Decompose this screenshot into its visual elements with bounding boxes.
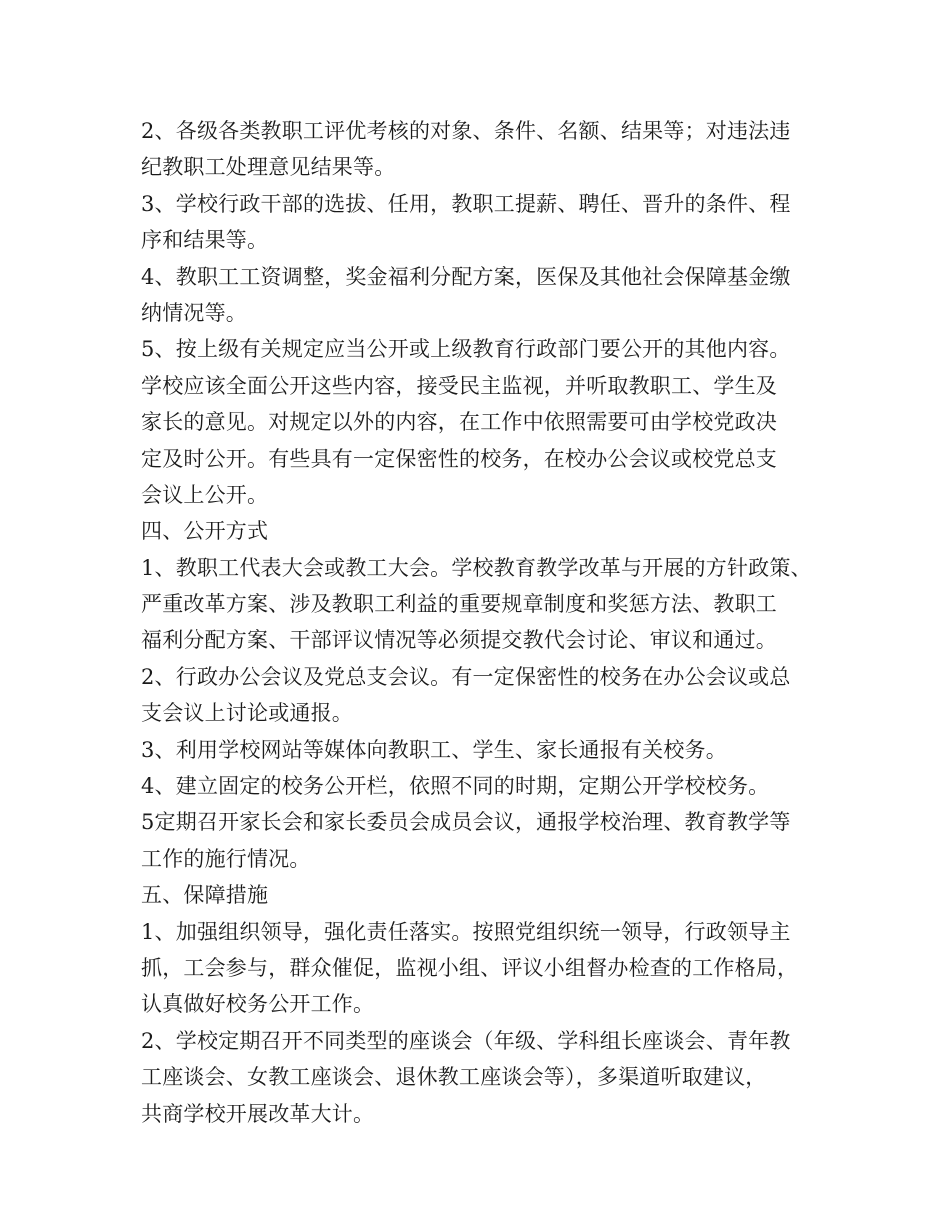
text-line-13: 1、教职工代表大会或教工大会。学校教育教学改革与开展的方针政策、: [141, 555, 812, 580]
text-line-8: 学校应该全面公开这些内容，接受民主监视，并听取教职工、学生及: [141, 373, 777, 398]
text-line-7: 5、按上级有关规定应当公开或上级教育行政部门要公开的其他内容。: [141, 337, 791, 362]
section-heading-5: 五、保障措施: [141, 883, 269, 908]
text-line-24: 抓，工会参与，群众催促，监视小组、评议小组督办检查的工作格局，: [141, 955, 799, 980]
text-line-21: 工作的施行情况。: [141, 846, 311, 871]
text-line-17: 支会议上讨论或通报。: [141, 701, 353, 726]
text-line-1: 2、各级各类教职工评优考核的对象、条件、名额、结果等；对违法违: [141, 119, 791, 143]
text-line-9: 家长的意见。对规定以外的内容，在工作中依照需要可由学校党政决: [141, 410, 777, 435]
text-line-20: 5定期召开家长会和家长委员会成员会议，通报学校治理、教育教学等: [141, 810, 791, 835]
text-line-3: 3、学校行政干部的选拔、任用，教职工提薪、聘任、晋升的条件、程: [141, 191, 791, 216]
text-line-25: 认真做好校务公开工作。: [141, 992, 375, 1017]
text-line-15: 福利分配方案、干部评议情况等必须提交教代会讨论、审议和通过。: [141, 628, 777, 653]
text-line-5: 4、教职工工资调整，奖金福利分配方案，医保及其他社会保障基金缴: [141, 264, 791, 289]
text-line-4: 序和结果等。: [141, 228, 269, 253]
document-body: [141, 113, 821, 1132]
text-line-19: 4、建立固定的校务公开栏，依照不同的时期，定期公开学校校务。: [141, 774, 770, 799]
text-line-23: 1、加强组织领导，强化责任落实。按照党组织统一领导，行政领导主: [141, 919, 791, 944]
text-line-6: 纳情况等。: [141, 300, 247, 325]
text-line-16: 2、行政办公会议及党总支会议。有一定保密性的校务在办公会议或总: [141, 664, 791, 689]
text-line-18: 3、利用学校网站等媒体向教职工、学生、家长通报有关校务。: [141, 737, 727, 762]
text-line-11: 会议上公开。: [141, 482, 269, 507]
text-line-2: 纪教职工处理意见结果等。: [141, 155, 396, 180]
text-line-27: 工座谈会、女教工座谈会、退休教工座谈会等），多渠道听取建议，: [141, 1065, 767, 1090]
text-line-14: 严重改革方案、涉及教职工利益的重要规章制度和奖惩方法、教职工: [141, 592, 777, 617]
text-line-28: 共商学校开展改革大计。: [141, 1101, 375, 1126]
section-heading-4: 四、公开方式: [141, 519, 269, 544]
text-line-10: 定及时公开。有些具有一定保密性的校务，在校办公会议或校党总支: [141, 446, 777, 471]
text-line-26: 2、学校定期召开不同类型的座谈会（年级、学科组长座谈会、青年教: [141, 1028, 791, 1053]
